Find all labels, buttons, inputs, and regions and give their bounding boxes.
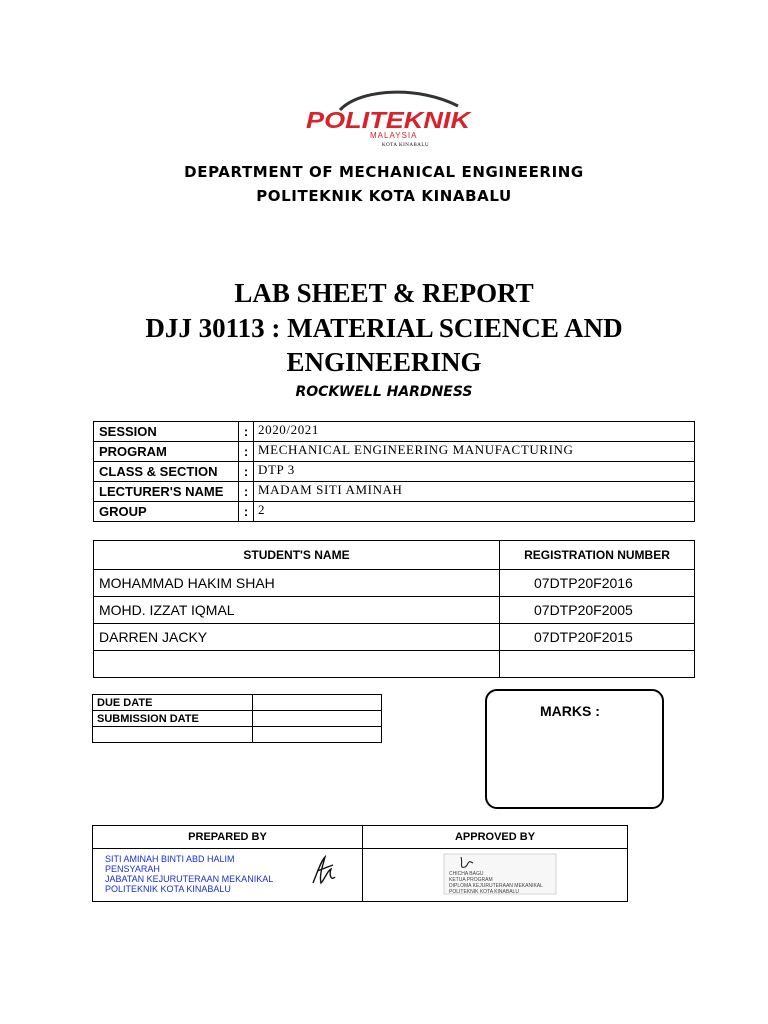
- svg-text:POLITEKNIK: POLITEKNIK: [306, 107, 472, 133]
- preparer-position: PENSYARAH: [105, 864, 160, 874]
- politeknik-logo: [300, 84, 476, 150]
- approver-stamp-signature: [443, 853, 559, 897]
- table-row: [94, 624, 695, 651]
- info-separator: :: [239, 422, 254, 442]
- prepared-by-header: PREPARED BY: [93, 826, 363, 849]
- due-date-label: DUE DATE: [93, 695, 253, 711]
- svg-text:POLITEKNIK KOTA KINABALU: POLITEKNIK KOTA KINABALU: [449, 889, 519, 895]
- table-row: [93, 711, 382, 727]
- student-name: MOHAMMAD HAKIM SHAH: [94, 570, 500, 597]
- registration-number: 07DTP20F2015: [500, 624, 695, 651]
- svg-text:KETUA PROGRAM: KETUA PROGRAM: [449, 877, 493, 883]
- marks-label: MARKS :: [540, 703, 600, 719]
- dates-table: [92, 694, 382, 743]
- department-name: DEPARTMENT OF MECHANICAL ENGINEERING: [184, 163, 584, 181]
- preparer-signature: [307, 853, 341, 889]
- students-table: [93, 540, 695, 678]
- info-row: [94, 442, 695, 462]
- table-row: [93, 695, 382, 711]
- info-value: DTP 3: [254, 462, 695, 482]
- submission-date-value: [253, 711, 382, 727]
- info-label: PROGRAM: [94, 442, 239, 462]
- registration-number: 07DTP20F2016: [500, 570, 695, 597]
- student-name: [94, 651, 500, 678]
- svg-text:DIPLOMA KEJURUTERAAN MEKANIKAL: DIPLOMA KEJURUTERAAN MEKANIKAL: [449, 883, 543, 889]
- info-label: GROUP: [94, 502, 239, 522]
- student-name: DARREN JACKY: [94, 624, 500, 651]
- institution-name: POLITEKNIK KOTA KINABALU: [256, 187, 512, 205]
- prepared-by-cell: [93, 849, 363, 902]
- registration-number: [500, 651, 695, 678]
- info-row: [94, 462, 695, 482]
- svg-text:KOTA KINABALU: KOTA KINABALU: [382, 143, 430, 148]
- preparer-institution: POLITEKNIK KOTA KINABALU: [105, 884, 231, 894]
- due-date-value: [253, 695, 382, 711]
- info-label: CLASS & SECTION: [94, 462, 239, 482]
- info-row: [94, 422, 695, 442]
- table-row: [94, 651, 695, 678]
- info-table: [93, 421, 695, 522]
- doc-title-line2: DJJ 30113 : MATERIAL SCIENCE AND: [145, 313, 623, 343]
- student-name: MOHD. IZZAT IQMAL: [94, 597, 500, 624]
- table-row: [94, 597, 695, 624]
- info-row: [94, 482, 695, 502]
- submission-date-label: SUBMISSION DATE: [93, 711, 253, 727]
- info-value: 2020/2021: [254, 422, 695, 442]
- approved-by-cell: [363, 849, 628, 902]
- student-name-header: STUDENT'S NAME: [94, 541, 500, 570]
- doc-title-line1: LAB SHEET & REPORT: [234, 278, 534, 308]
- svg-text:MALAYSIA: MALAYSIA: [370, 131, 418, 140]
- svg-text:CHICHA BAGU: CHICHA BAGU: [449, 871, 484, 877]
- info-separator: :: [239, 462, 254, 482]
- table-row: [94, 570, 695, 597]
- info-label: SESSION: [94, 422, 239, 442]
- doc-title-line3: ENGINEERING: [286, 347, 482, 377]
- students-header-row: [94, 541, 695, 570]
- approval-row: [93, 849, 628, 902]
- info-row: [94, 502, 695, 522]
- preparer-department: JABATAN KEJURUTERAAN MEKANIKAL: [105, 874, 274, 884]
- info-separator: :: [239, 442, 254, 462]
- info-value: MECHANICAL ENGINEERING MANUFACTURING: [254, 442, 695, 462]
- registration-number: 07DTP20F2005: [500, 597, 695, 624]
- approval-header-row: [93, 826, 628, 849]
- doc-subtitle: ROCKWELL HARDNESS: [295, 384, 473, 400]
- info-value: 2: [254, 502, 695, 522]
- registration-number-header: REGISTRATION NUMBER: [500, 541, 695, 570]
- info-label: LECTURER'S NAME: [94, 482, 239, 502]
- preparer-name: SITI AMINAH BINTI ABD HALIM: [105, 854, 235, 864]
- table-row: [93, 727, 382, 743]
- info-separator: :: [239, 482, 254, 502]
- blank-date-label: [93, 727, 253, 743]
- approval-table: [92, 825, 628, 902]
- blank-date-value: [253, 727, 382, 743]
- info-separator: :: [239, 502, 254, 522]
- info-value: MADAM SITI AMINAH: [254, 482, 695, 502]
- approved-by-header: APPROVED BY: [363, 826, 628, 849]
